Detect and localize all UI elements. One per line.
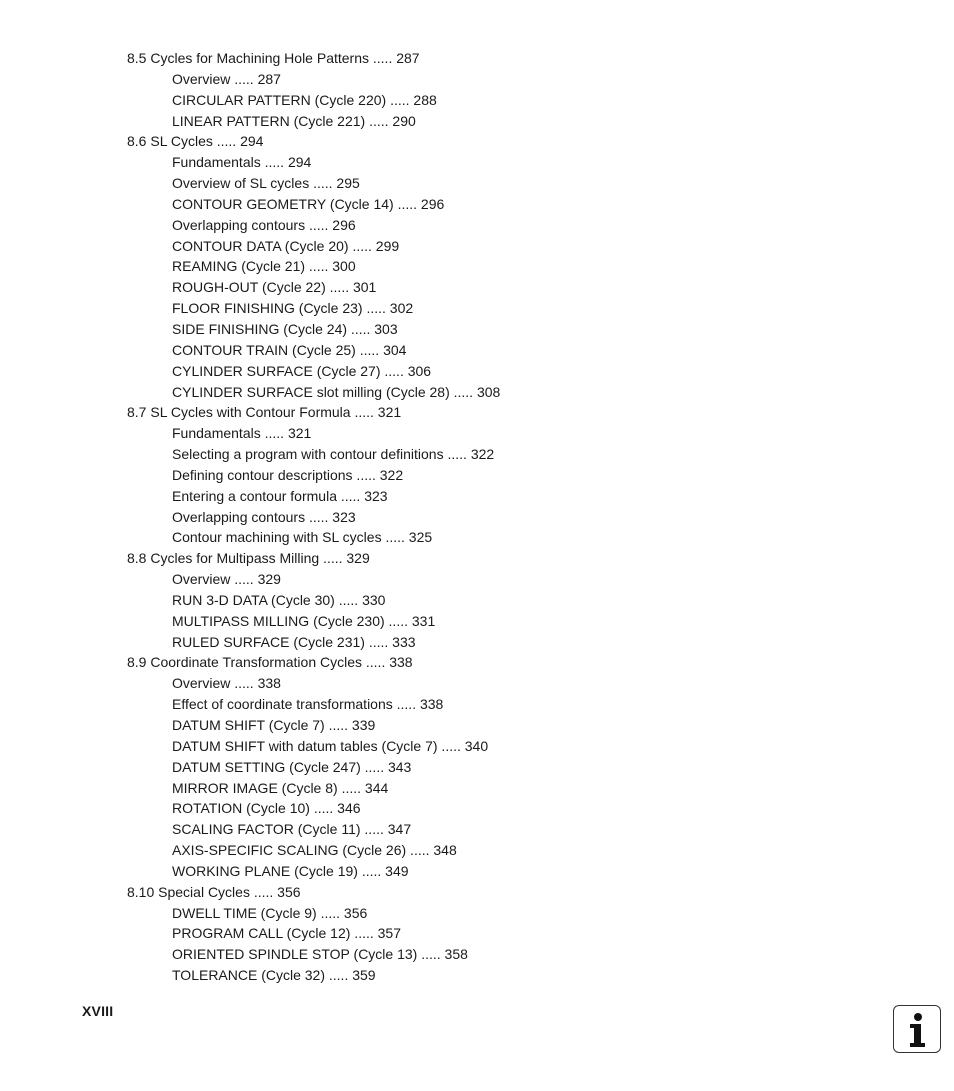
- toc-subsection-entry[interactable]: REAMING (Cycle 21) ..... 300: [172, 258, 356, 275]
- toc-subsection-entry[interactable]: RULED SURFACE (Cycle 231) ..... 333: [172, 633, 416, 650]
- table-of-contents: [0, 48, 954, 986]
- toc-subsection-entry[interactable]: RUN 3-D DATA (Cycle 30) ..... 330: [172, 591, 386, 608]
- toc-subsection-entry[interactable]: LINEAR PATTERN (Cycle 221) ..... 290: [172, 112, 416, 129]
- toc-subsection-entry[interactable]: PROGRAM CALL (Cycle 12) ..... 357: [172, 925, 401, 942]
- toc-subsection-entry[interactable]: Overview ..... 287: [172, 70, 281, 87]
- toc-subsection-entry[interactable]: Entering a contour formula ..... 323: [172, 487, 388, 504]
- toc-subsection-entry[interactable]: CONTOUR GEOMETRY (Cycle 14) ..... 296: [172, 195, 445, 212]
- toc-subsection-entry[interactable]: CYLINDER SURFACE slot milling (Cycle 28) ..... 308: [172, 383, 501, 400]
- toc-subsection-entry[interactable]: CYLINDER SURFACE (Cycle 27) ..... 306: [172, 362, 432, 379]
- toc-subsection-entry[interactable]: Fundamentals ..... 294: [172, 154, 312, 171]
- page-number: XVIII: [82, 1003, 114, 1019]
- toc-subsection-entry[interactable]: ORIENTED SPINDLE STOP (Cycle 13) ..... 358: [172, 946, 468, 963]
- toc-subsection-entry[interactable]: SIDE FINISHING (Cycle 24) ..... 303: [172, 320, 398, 337]
- toc-subsection-entry[interactable]: Defining contour descriptions ..... 322: [172, 466, 404, 483]
- toc-subsection-entry[interactable]: Fundamentals ..... 321: [172, 425, 312, 442]
- toc-subsection-entry[interactable]: Overview of SL cycles ..... 295: [172, 175, 360, 192]
- toc-subsection-entry[interactable]: Overview ..... 338: [172, 675, 281, 692]
- toc-subsection-entry[interactable]: MIRROR IMAGE (Cycle 8) ..... 344: [172, 779, 389, 796]
- toc-section-entry[interactable]: 8.5 Cycles for Machining Hole Patterns ..... 287: [127, 50, 420, 66]
- toc-subsection-entry[interactable]: Overlapping contours ..... 323: [172, 508, 356, 525]
- info-icon: [893, 1005, 941, 1053]
- toc-section-entry[interactable]: 8.9 Coordinate Transformation Cycles ..... 338: [127, 654, 413, 671]
- toc-subsection-entry[interactable]: Contour machining with SL cycles ..... 325: [172, 529, 433, 546]
- toc-subsection-entry[interactable]: ROTATION (Cycle 10) ..... 346: [172, 800, 361, 817]
- toc-subsection-entry[interactable]: FLOOR FINISHING (Cycle 23) ..... 302: [172, 300, 414, 317]
- toc-section-entry[interactable]: 8.6 SL Cycles ..... 294: [127, 133, 264, 150]
- toc-subsection-entry[interactable]: CIRCULAR PATTERN (Cycle 220) ..... 288: [172, 91, 437, 108]
- toc-subsection-entry[interactable]: Selecting a program with contour definitions ..... 322: [172, 446, 495, 463]
- toc-subsection-entry[interactable]: WORKING PLANE (Cycle 19) ..... 349: [172, 862, 409, 879]
- toc-subsection-entry[interactable]: Overview ..... 329: [172, 571, 281, 588]
- toc-subsection-entry[interactable]: AXIS-SPECIFIC SCALING (Cycle 26) ..... 348: [172, 842, 457, 859]
- toc-subsection-entry[interactable]: CONTOUR TRAIN (Cycle 25) ..... 304: [172, 341, 407, 358]
- toc-subsection-entry[interactable]: MULTIPASS MILLING (Cycle 230) ..... 331: [172, 612, 436, 629]
- toc-subsection-entry[interactable]: DWELL TIME (Cycle 9) ..... 356: [172, 904, 368, 921]
- toc-subsection-entry[interactable]: Effect of coordinate transformations ..... 338: [172, 696, 444, 713]
- toc-subsection-entry[interactable]: TOLERANCE (Cycle 32) ..... 359: [172, 967, 376, 984]
- toc-section-entry[interactable]: 8.8 Cycles for Multipass Milling ..... 329: [127, 550, 370, 567]
- toc-section-entry[interactable]: 8.7 SL Cycles with Contour Formula ..... 321: [127, 404, 402, 421]
- toc-subsection-entry[interactable]: ROUGH-OUT (Cycle 22) ..... 301: [172, 279, 377, 296]
- toc-subsection-entry[interactable]: SCALING FACTOR (Cycle 11) ..... 347: [172, 821, 412, 838]
- toc-subsection-entry[interactable]: DATUM SHIFT with datum tables (Cycle 7) ..... 340: [172, 737, 489, 754]
- toc-subsection-entry[interactable]: Overlapping contours ..... 296: [172, 216, 356, 233]
- toc-subsection-entry[interactable]: DATUM SHIFT (Cycle 7) ..... 339: [172, 717, 376, 733]
- toc-subsection-entry[interactable]: CONTOUR DATA (Cycle 20) ..... 299: [172, 237, 400, 254]
- toc-subsection-entry[interactable]: DATUM SETTING (Cycle 247) ..... 343: [172, 758, 412, 775]
- toc-section-entry[interactable]: 8.10 Special Cycles ..... 356: [127, 883, 301, 900]
